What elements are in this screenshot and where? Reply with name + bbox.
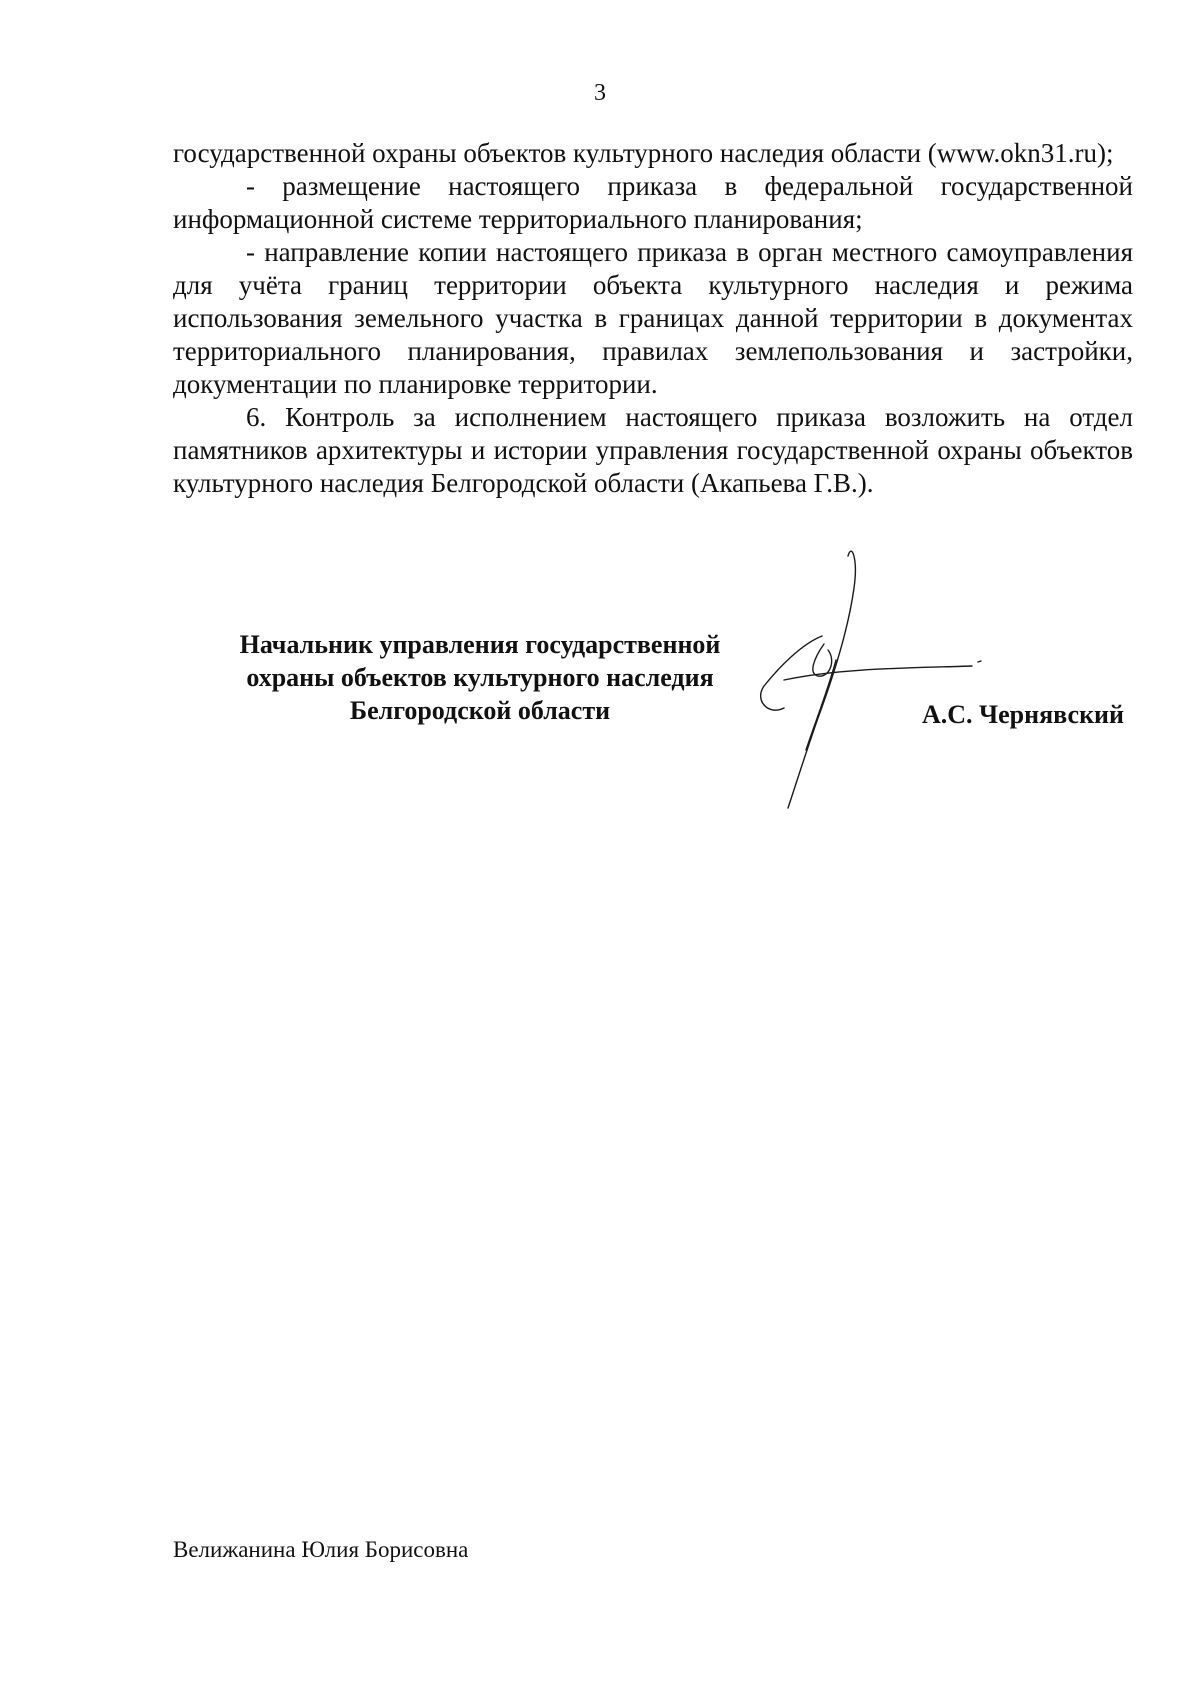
signatory-title-line: Начальник управления государственной	[239, 630, 721, 659]
page-number: 3	[594, 80, 606, 106]
body-paragraph-copy-direction: - направление копии настоящего приказа в орган местного самоуправления для учёта границ территории объекта культурного наследия и режима использования земельного участка в границах данной территории в документах территориального планирования, правилах землепользования и застройки, документации по планировке территории.	[173, 237, 1133, 399]
body-paragraph-fgis-placement: - размещение настоящего приказа в федеральной государственной информационной системе территориального планирования;	[173, 171, 1133, 234]
signatory-title-line: охраны объектов культурного наследия	[246, 663, 714, 692]
signatory-name: А.С. Чернявский	[922, 700, 1125, 729]
signatory-title	[210, 628, 750, 727]
document-body	[173, 137, 1133, 500]
body-paragraph-control-clause: 6. Контроль за исполнением настоящего приказа возложить на отдел памятников архитектуры и истории управления государственной охраны объектов культурного наследия Белгородской области (Акапьева Г.В.).	[173, 402, 1133, 498]
signatory-title-line: Белгородской области	[349, 696, 611, 725]
handwritten-signature	[740, 540, 1030, 830]
executor-name: Велижанина Юлия Борисовна	[173, 1537, 469, 1562]
body-paragraph-continuation: государственной охраны объектов культурного наследия области (www.okn31.ru);	[173, 138, 1114, 168]
